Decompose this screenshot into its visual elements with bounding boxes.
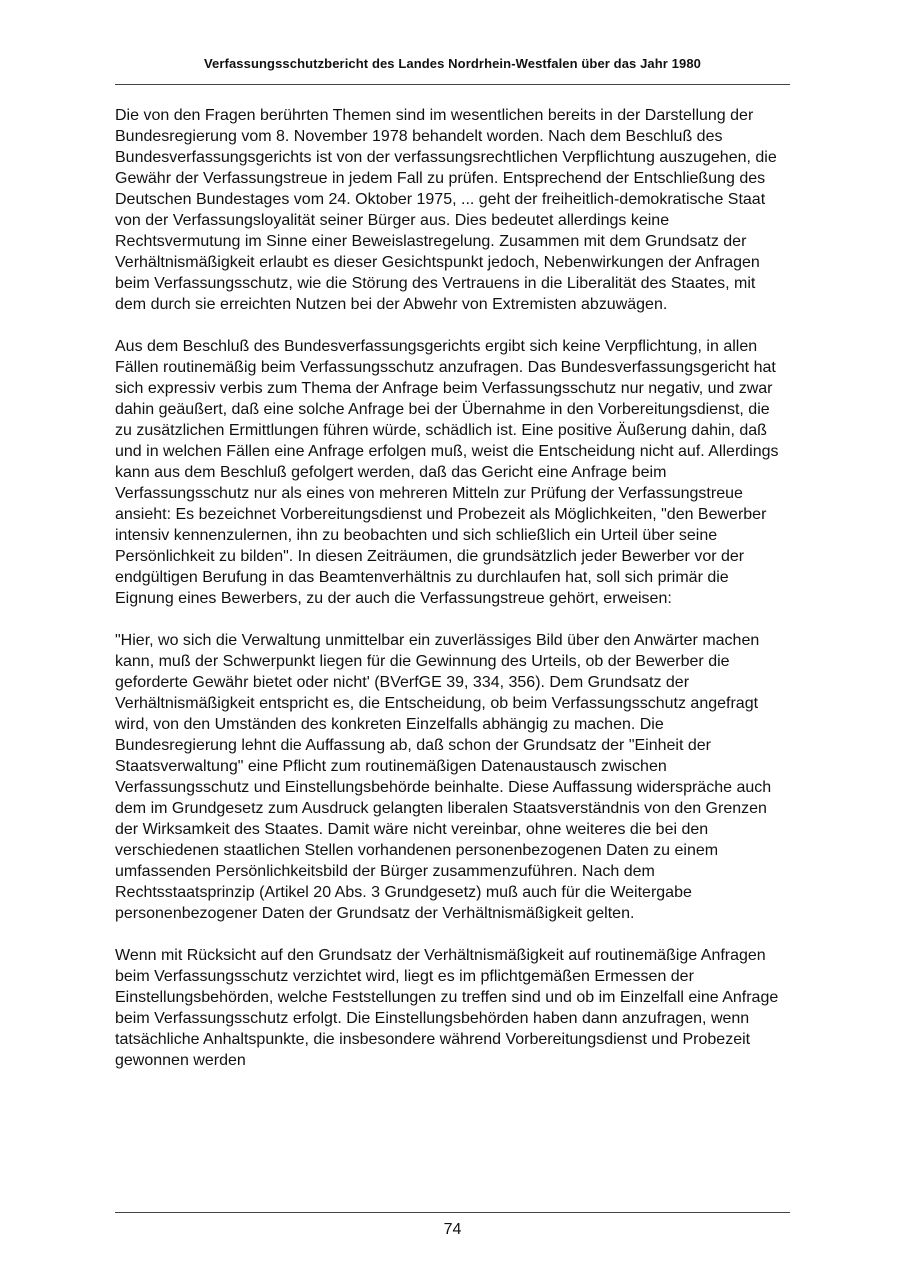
paragraph-4: Wenn mit Rücksicht auf den Grundsatz der Verhältnismäßigkeit auf routinemäßige Anfragen beim Verfassungsschutz verzichtet wird, liegt es im pflichtgemäßen Ermessen der Einstellungsbehörden, welche Feststellungen zu treffen sind und ob im Einzelfall eine Anfrage beim Verfassungsschutz erfolgt. Die Einstellungsbehörden haben dann anzufragen, wenn tatsächliche Anhaltspunkte, die insbesondere während Vorbereitungsdienst und Probezeit gewonnen werden — [115, 947, 779, 1069]
document-header — [115, 56, 790, 85]
footer-rule — [115, 1212, 790, 1213]
document-footer — [115, 1212, 790, 1239]
paragraph-1: Die von den Fragen berührten Themen sind im wesentlichen bereits in der Darstellung der Bundesregierung vom 8. November 1978 behandelt worden. Nach dem Beschluß des Bundesverfassungsgerichts ist von der verfassungsrechtlichen Verpflichtung auszugehen, die Gewähr der Verfassungstreue in jedem Fall zu prüfen. Entsprechend der Entschließung des Deutschen Bundestages vom 24. Oktober 1975, ... geht der freiheitlich-demokratische Staat von der Verfassungsloyalität seiner Bürger aus. Dies bedeutet allerdings keine Rechtsvermutung im Sinne einer Beweislastregelung. Zusammen mit dem Grundsatz der Verhältnismäßigkeit erlaubt es dieser Gesichtspunkt jedoch, Nebenwirkungen der Anfragen beim Verfassungsschutz, wie die Störung des Vertrauens in die Liberalität des Staates, mit dem durch sie erreichten Nutzen bei der Abwehr von Extremisten abzuwägen. — [115, 107, 777, 313]
paragraph-2: Aus dem Beschluß des Bundesverfassungsgerichts ergibt sich keine Verpflichtung, in allen Fällen routinemäßig beim Verfassungsschutz anzufragen. Das Bundesverfassungsgericht hat sich expressiv verbis zum Thema der Anfrage beim Verfassungsschutz nur negativ, und zwar dahin geäußert, daß eine solche Anfrage bei der Übernahme in den Vorbereitungsdienst, die zu zusätzlichen Ermittlungen führen würde, schädlich ist. Eine positive Äußerung dahin, daß und in welchen Fällen eine Anfrage erfolgen muß, weist die Entscheidung nicht auf. Allerdings kann aus dem Beschluß gefolgert werden, daß das Gericht eine Anfrage beim Verfassungsschutz nur als eines von mehreren Mitteln zur Prüfung der Verfassungstreue ansieht: Es bezeichnet Vorbereitungsdienst und Probezeit als Möglichkeiten, "den Bewerber intensiv kennenzulernen, ihn zu beobachten und sich schließlich ein Urteil über seine Persönlichkeit zu bilden". In diesen Zeiträumen, die grundsätzlich jeder Bewerber vor der endgültigen Berufung in das Beamtenverhältnis zu durchlaufen hat, soll sich primär die Eignung eines Bewerbers, zu der auch die Verfassungstreue gehört, erweisen: — [115, 338, 779, 607]
header-rule — [115, 84, 790, 85]
page-header-title: Verfassungsschutzbericht des Landes Nordrhein-Westfalen über das Jahr 1980 — [204, 56, 701, 71]
page-number: 74 — [443, 1221, 462, 1238]
document-body — [115, 105, 790, 1071]
paragraph-3: "Hier, wo sich die Verwaltung unmittelbar ein zuverlässiges Bild über den Anwärter machen kann, muß der Schwerpunkt liegen für die Gewinnung des Urteils, ob der Bewerber die geforderte Gewähr bietet oder nicht' (BVerfGE 39, 334, 356). Dem Grundsatz der Verhältnismäßigkeit entspricht es, die Entscheidung, ob beim Verfassungsschutz angefragt wird, von den Umständen des konkreten Einzelfalls abhängig zu machen. Die Bundesregierung lehnt die Auffassung ab, daß schon der Grundsatz der "Einheit der Staatsverwaltung" eine Pflicht zum routinemäßigen Datenaustausch zwischen Verfassungsschutz und Einstellungsbehörde beinhalte. Diese Auffassung widerspräche auch dem im Grundgesetz zum Ausdruck gelangten liberalen Staatsverständnis von den Grenzen der Wirksamkeit des Staates. Damit wäre nicht vereinbar, ohne weiteres die bei den verschiedenen staatlichen Stellen vorhandenen personenbezogenen Daten zu einem umfassenden Persönlichkeitsbild der Bürger zusammenzuführen. Nach dem Rechtsstaatsprinzip (Artikel 20 Abs. 3 Grundgesetz) muß auch für die Weitergabe personenbezogener Daten der Grundsatz der Verhältnismäßigkeit gelten. — [115, 632, 772, 922]
